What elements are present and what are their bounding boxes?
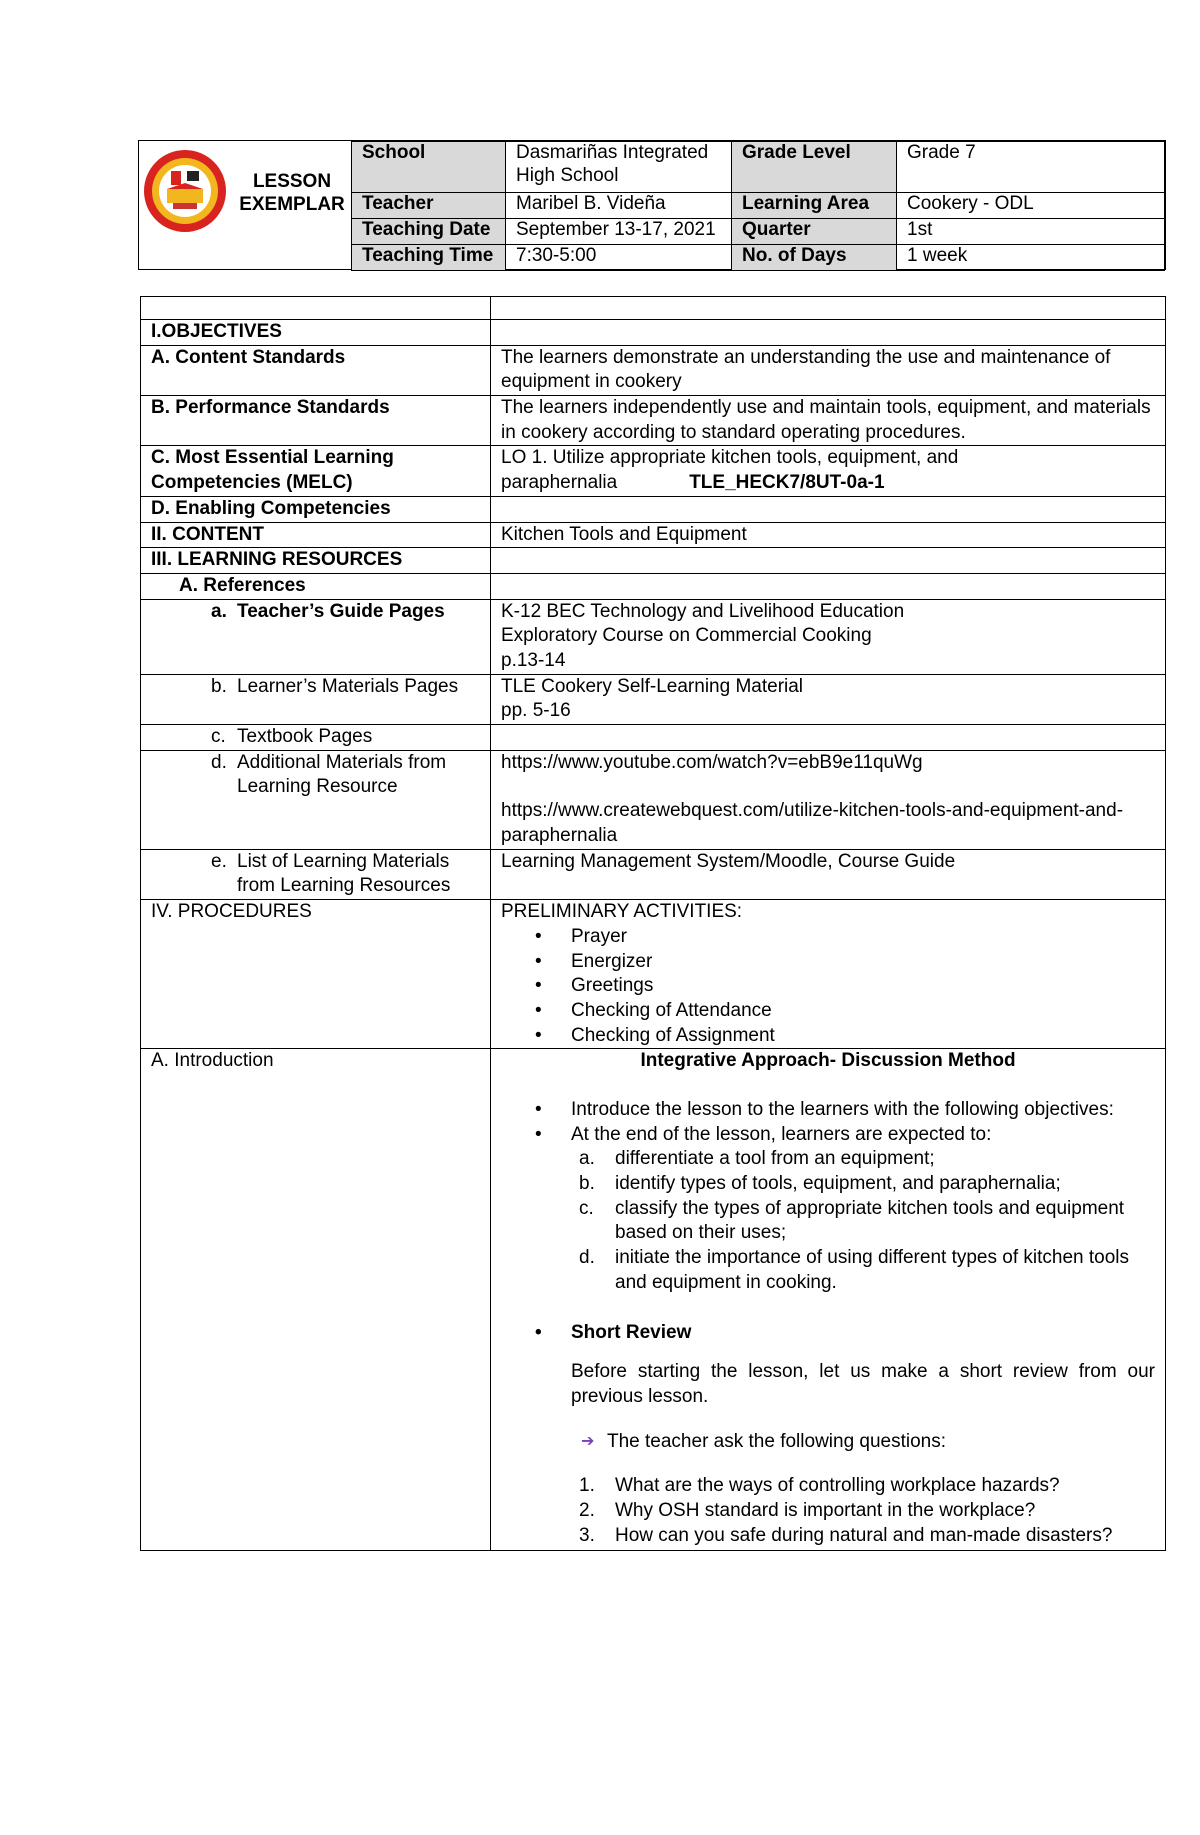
learners-materials-label: b. Learner’s Materials Pages bbox=[141, 674, 491, 724]
teacher-label: Teacher bbox=[352, 193, 506, 219]
performance-standards-value: The learners independently use and maintain tools, equipment, and materials in cookery according to standard operating procedures. bbox=[491, 396, 1166, 446]
spacer-row bbox=[141, 297, 1166, 320]
title-line-2: EXEMPLAR bbox=[239, 193, 345, 215]
table-row bbox=[141, 849, 1166, 899]
learners-materials-value: TLE Cookery Self-Learning Material pp. 5-16 bbox=[491, 674, 1166, 724]
table-row bbox=[141, 674, 1166, 724]
header-title-cell bbox=[139, 141, 351, 269]
melc-value: LO 1. Utilize appropriate kitchen tools, equipment, and paraphernalia TLE_HECK7/8UT-0a-1 bbox=[491, 446, 1166, 496]
quarter-label: Quarter bbox=[732, 219, 897, 245]
procedures-label: IV. PROCEDURES bbox=[141, 900, 491, 1049]
list-item: 3. How can you safe during natural and man-made disasters? bbox=[579, 1524, 1113, 1546]
lesson-plan-table bbox=[140, 296, 1166, 1551]
learning-materials-list-label: e. List of Learning Materials from Learning Resources bbox=[141, 849, 491, 899]
list-item: c. classify the types of appropriate kitchen tools and equipment based on their uses; bbox=[579, 1197, 1125, 1244]
webquest-link[interactable]: https://www.createwebquest.com/utilize-kitchen-tools-and-equipment-and-paraphernalia bbox=[501, 800, 1124, 847]
time-label: Teaching Time bbox=[352, 245, 506, 271]
table-row bbox=[141, 900, 1166, 1049]
table-row bbox=[141, 599, 1166, 674]
school-label: School bbox=[352, 142, 506, 193]
enabling-competencies-label: D. Enabling Competencies bbox=[141, 496, 491, 522]
table-row bbox=[141, 1049, 1166, 1551]
learning-materials-list-value: Learning Management System/Moodle, Course Guide bbox=[491, 849, 1166, 899]
content-value: Kitchen Tools and Equipment bbox=[491, 522, 1166, 548]
list-item: • Greetings bbox=[535, 974, 1155, 999]
area-label: Learning Area bbox=[732, 193, 897, 219]
list-item: 1. What are the ways of controlling workplace hazards? bbox=[579, 1475, 1060, 1497]
table-row bbox=[141, 725, 1166, 751]
content-label: II. CONTENT bbox=[141, 522, 491, 548]
list-item: 2. Why OSH standard is important in the workplace? bbox=[579, 1499, 1036, 1521]
review-text: Before starting the lesson, let us make a short review from our previous lesson. bbox=[571, 1361, 1155, 1407]
intro-title: Integrative Approach- Discussion Method bbox=[640, 1050, 1016, 1072]
table-row bbox=[141, 396, 1166, 446]
date-value: September 13-17, 2021 bbox=[506, 219, 732, 245]
list-item: • Prayer bbox=[535, 925, 1155, 950]
preliminary-list bbox=[501, 925, 1155, 1048]
teachers-guide-label: a. Teacher’s Guide Pages bbox=[141, 599, 491, 674]
list-item: • Checking of Assignment bbox=[535, 1024, 1155, 1049]
grade-value: Grade 7 bbox=[897, 142, 1165, 193]
introduction-label: A. Introduction bbox=[141, 1049, 491, 1551]
additional-materials-label: d. Additional Materials from Learning Resource bbox=[141, 750, 491, 849]
list-item: d. initiate the importance of using different types of kitchen tools and equipment in cooking. bbox=[579, 1247, 1130, 1293]
melc-label: C. Most Essential Learning Competencies (MELC) bbox=[141, 446, 491, 496]
list-item: • At the end of the lesson, learners are expected to: bbox=[535, 1123, 1155, 1148]
additional-materials-value bbox=[491, 750, 1166, 849]
introduction-content bbox=[491, 1049, 1166, 1551]
title-line-1: LESSON bbox=[252, 171, 332, 192]
header-info-grid bbox=[351, 141, 1165, 269]
objectives-heading: I.OBJECTIVES bbox=[141, 320, 491, 346]
review-bullet bbox=[501, 1321, 1155, 1346]
school-seal-icon bbox=[143, 149, 227, 233]
table-row bbox=[141, 320, 1166, 346]
teacher-ask-line bbox=[501, 1430, 1155, 1455]
table-row bbox=[141, 446, 1166, 496]
teacher-value: Maribel B. Videña bbox=[506, 193, 732, 219]
table-row bbox=[141, 750, 1166, 849]
preliminary-activities bbox=[491, 900, 1166, 1049]
table-row bbox=[141, 496, 1166, 522]
textbook-pages-label: c. Textbook Pages bbox=[141, 725, 491, 751]
intro-bullets bbox=[501, 1098, 1155, 1147]
references-label: A. References bbox=[141, 573, 491, 599]
table-row bbox=[141, 522, 1166, 548]
list-item: • Introduce the lesson to the learners with the following objectives: bbox=[535, 1098, 1155, 1123]
objective-list bbox=[501, 1147, 1155, 1295]
grade-label: Grade Level bbox=[732, 142, 897, 193]
list-item: • Energizer bbox=[535, 950, 1155, 975]
time-value: 7:30-5:00 bbox=[506, 245, 732, 271]
date-label: Teaching Date bbox=[352, 219, 506, 245]
teacher-ask-text: The teacher ask the following questions: bbox=[607, 1430, 947, 1452]
list-item: a. differentiate a tool from an equipment; bbox=[579, 1148, 935, 1170]
short-review-title: • Short Review bbox=[535, 1321, 1155, 1346]
quarter-value: 1st bbox=[897, 219, 1165, 245]
content-standards-value: The learners demonstrate an understanding the use and maintenance of equipment in cookery bbox=[491, 345, 1166, 395]
arrow-down-icon: ➔ bbox=[581, 1432, 595, 1450]
school-value: Dasmariñas Integrated High School bbox=[506, 142, 732, 193]
days-label: No. of Days bbox=[732, 245, 897, 271]
youtube-link[interactable]: https://www.youtube.com/watch?v=ebB9e11quWg bbox=[501, 751, 923, 773]
content-standards-label: A. Content Standards bbox=[141, 345, 491, 395]
preliminary-title: PRELIMINARY ACTIVITIES: bbox=[501, 901, 743, 923]
question-list bbox=[501, 1474, 1155, 1548]
lesson-exemplar-title bbox=[231, 171, 353, 217]
list-item: • Checking of Attendance bbox=[535, 999, 1155, 1024]
table-row bbox=[141, 548, 1166, 574]
list-item: b. identify types of tools, equipment, and paraphernalia; bbox=[579, 1173, 1061, 1194]
table-row bbox=[141, 345, 1166, 395]
lesson-header bbox=[138, 140, 1166, 270]
table-row bbox=[141, 573, 1166, 599]
days-value: 1 week bbox=[897, 245, 1165, 271]
teachers-guide-value: K-12 BEC Technology and Livelihood Education Exploratory Course on Commercial Cooking p.13-14 bbox=[491, 599, 1166, 674]
learning-resources-label: III. LEARNING RESOURCES bbox=[141, 548, 491, 574]
area-value: Cookery - ODL bbox=[897, 193, 1165, 219]
melc-code: TLE_HECK7/8UT-0a-1 bbox=[689, 472, 885, 494]
performance-standards-label: B. Performance Standards bbox=[141, 396, 491, 446]
